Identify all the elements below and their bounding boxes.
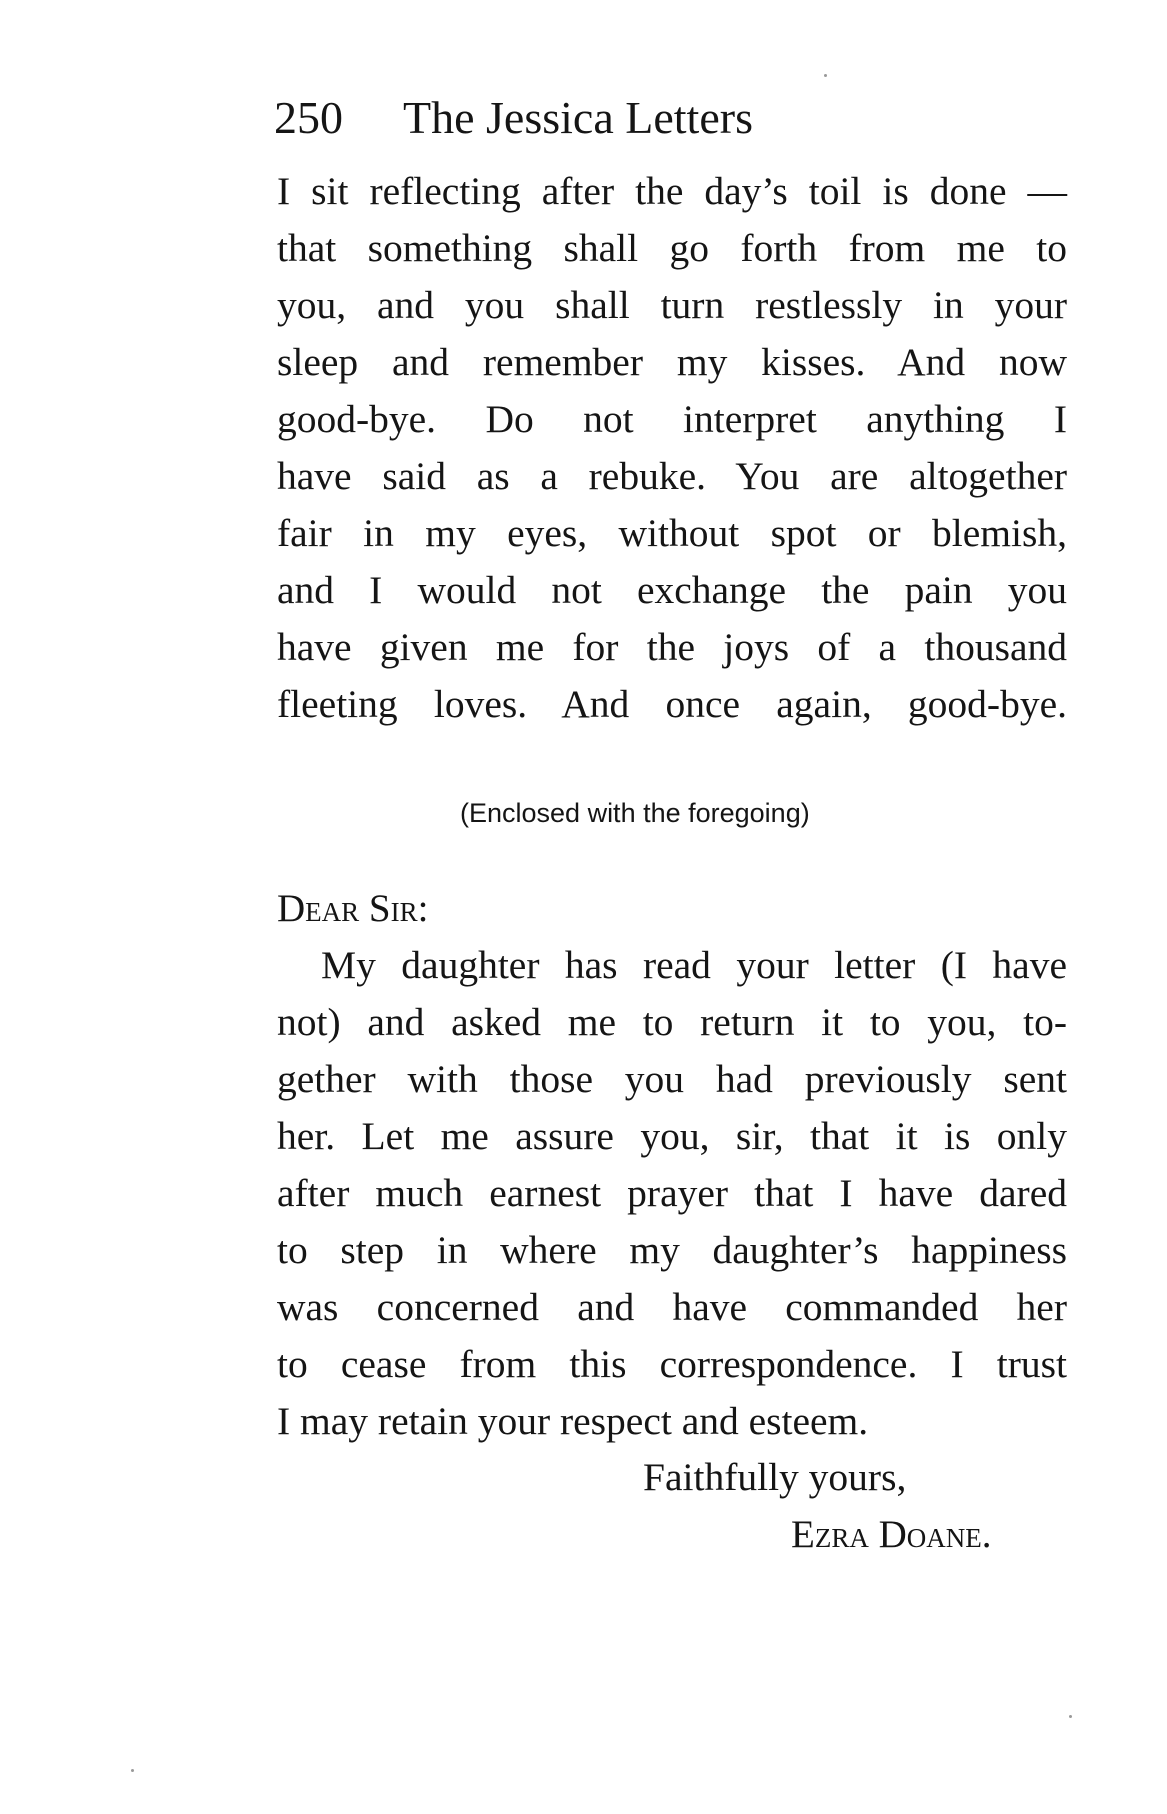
- text-line: to cease from this correspondence. I trust: [277, 1342, 1067, 1386]
- page-header: [274, 88, 753, 148]
- page-number: 250: [274, 92, 343, 143]
- text-line: that something shall go forth from me to: [277, 226, 1067, 270]
- text-line: good-bye. Do not interpret anything I: [277, 397, 1067, 441]
- text-line: I sit reflecting after the day’s toil is done —: [277, 169, 1067, 213]
- text-line: not) and asked me to return it to you, to-: [277, 1000, 1067, 1044]
- text-line: fleeting loves. And once again, good-bye.: [277, 682, 1067, 726]
- text-line: gether with those you had previously sent: [277, 1057, 1067, 1101]
- closing: Faithfully yours,: [643, 1455, 907, 1499]
- signature: Ezra Doane.: [791, 1513, 992, 1556]
- letter-paragraph: [277, 163, 1067, 733]
- text-line: fair in my eyes, without spot or blemish,: [277, 511, 1067, 555]
- text-line: have given me for the joys of a thousand: [277, 625, 1067, 669]
- text-line: I may retain your respect and esteem.: [277, 1399, 869, 1443]
- enclosure-caption: (Enclosed with the foregoing): [460, 798, 810, 828]
- text-line: her. Let me assure you, sir, that it is only: [277, 1114, 1067, 1158]
- scan-speck: [131, 1769, 134, 1772]
- text-line: have said as a rebuke. You are altogether: [277, 454, 1067, 498]
- text-line: sleep and remember my kisses. And now: [277, 340, 1067, 384]
- scan-speck: [1069, 1715, 1072, 1718]
- text-line: to step in where my daughter’s happiness: [277, 1228, 1067, 1272]
- text-line: was concerned and have commanded her: [277, 1285, 1067, 1329]
- salutation: Dear Sir:: [277, 887, 429, 930]
- text-line: you, and you shall turn restlessly in your: [277, 283, 1067, 327]
- running-title: The Jessica Letters: [403, 92, 753, 143]
- text-line: and I would not exchange the pain you: [277, 568, 1067, 612]
- second-letter-body: [277, 937, 1067, 1450]
- text-line: after much earnest prayer that I have dared: [277, 1171, 1067, 1215]
- scan-speck: [824, 74, 827, 77]
- text-line: My daughter has read your letter (I have: [321, 943, 1067, 987]
